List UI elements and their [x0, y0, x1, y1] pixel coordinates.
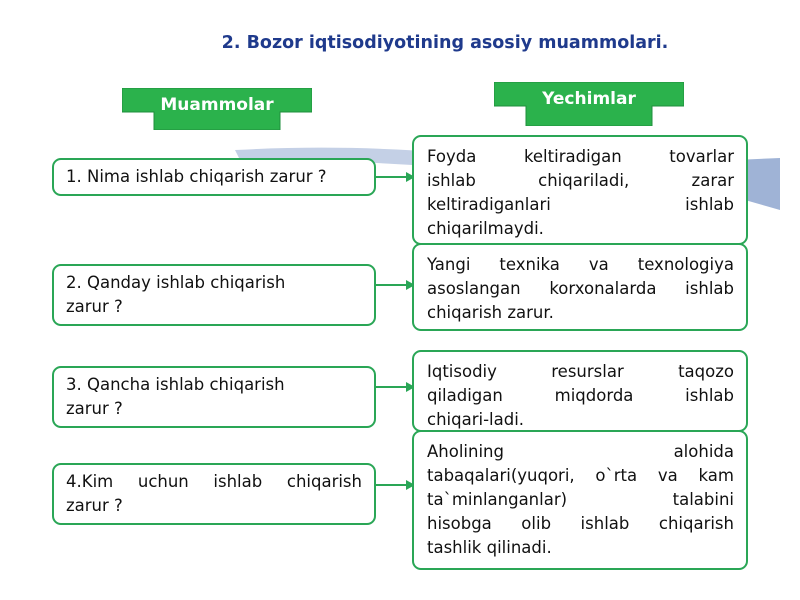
solution-1-line-4: chiqarilmaydi. [427, 219, 544, 238]
solution-4-line-2: tabaqalari(yuqori, o`rta va kam [427, 466, 734, 485]
problem-2-line-1: 2. Qanday ishlab chiqarish [66, 273, 286, 292]
solution-1-line-1: Foyda keltiradigan tovarlar [427, 147, 734, 166]
arrow-2 [374, 278, 416, 292]
solution-4-line-3: ta`minlanganlar) talabini [427, 490, 734, 509]
solution-3-line-3: chiqari-ladi. [427, 410, 525, 429]
problems-header [122, 88, 312, 128]
problems-header-label: Muammolar [160, 95, 274, 115]
solution-1-line-3: keltiradiganlari ishlab [427, 195, 734, 214]
solution-2-line-2: asoslangan korxonalarda ishlab [427, 279, 734, 298]
solution-2-line-1: Yangi texnika va texnologiya [427, 255, 734, 274]
solution-3-line-1: Iqtisodiy resurslar taqozo [427, 362, 734, 381]
solution-box-3 [412, 350, 748, 432]
page-title: 2. Bozor iqtisodiyotining asosiy muammolari. [221, 33, 669, 53]
problem-3-line-1: 3. Qancha ishlab chiqarish [66, 375, 285, 394]
solution-4-line-1: Aholining alohida [427, 442, 734, 461]
problem-box-3 [52, 366, 376, 428]
solution-box-2 [412, 243, 748, 331]
solution-4-line-5: tashlik qilinadi. [427, 538, 552, 557]
solution-box-4 [412, 430, 748, 570]
solutions-header [494, 82, 684, 122]
problem-1-line-1: 1. Nima ishlab chiqarish zarur ? [66, 167, 327, 186]
problem-4-line-2: zarur ? [66, 496, 123, 515]
problem-box-2 [52, 264, 376, 326]
arrow-1 [374, 170, 416, 184]
problem-box-1 [52, 158, 376, 196]
arrow-4 [374, 478, 416, 492]
problem-3-line-2: zarur ? [66, 399, 123, 418]
problem-2-line-2: zarur ? [66, 297, 123, 316]
solution-4-line-4: hisobga olib ishlab chiqarish [427, 514, 734, 533]
solution-2-line-3: chiqarish zarur. [427, 303, 554, 322]
solution-3-line-2: qiladigan miqdorda ishlab [427, 386, 734, 405]
solutions-header-label: Yechimlar [542, 89, 636, 109]
problem-4-line-1: 4.Kim uchun ishlab chiqarish [66, 472, 362, 491]
problem-box-4 [52, 463, 376, 525]
solution-1-line-2: ishlab chiqariladi, zarar [427, 171, 734, 190]
solution-box-1 [412, 135, 748, 245]
arrow-3 [374, 380, 416, 394]
